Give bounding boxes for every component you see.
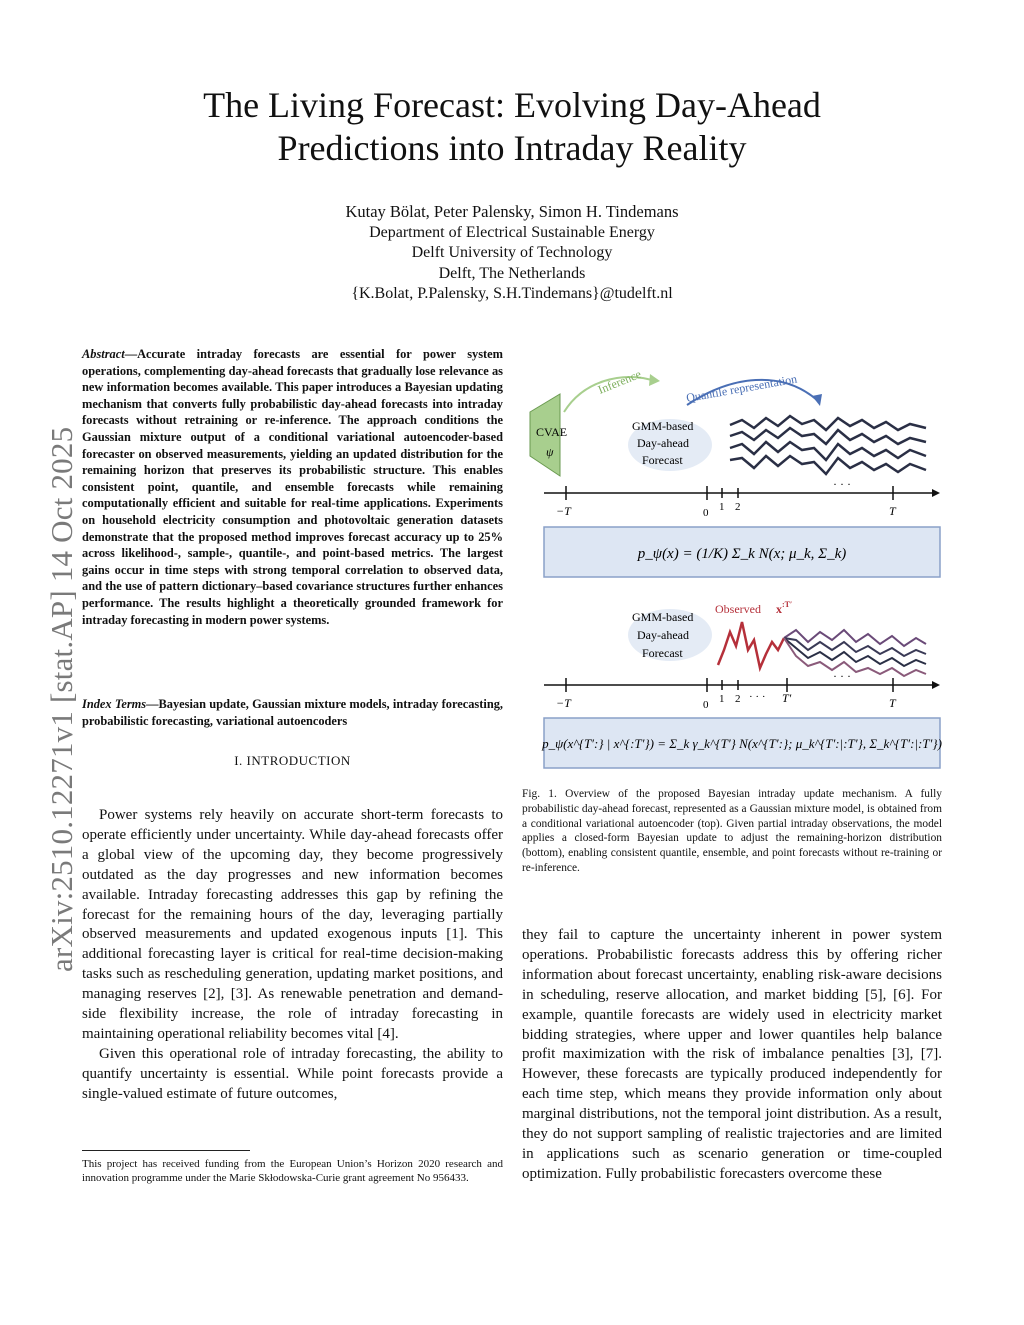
intro-paragraph-2: Given this operational role of intraday forecasting, the ability to quantify uncertainty is essential. While point forecasts provide a single-valued estimate of future outcomes, bbox=[82, 1045, 503, 1102]
label-negT-top: −T bbox=[556, 504, 571, 518]
observed-var: $x^{:T'}$ bbox=[776, 600, 793, 616]
abstract bbox=[82, 346, 503, 628]
label-T-bottom: T bbox=[889, 696, 896, 710]
quantile-line bbox=[730, 442, 926, 460]
intro-left-column bbox=[82, 806, 503, 1105]
footnote-divider bbox=[82, 1150, 250, 1151]
index-label: Index Terms bbox=[82, 697, 147, 711]
title-line-2: Predictions into Intraday Reality bbox=[277, 128, 747, 168]
dots-bottom-right: · · · bbox=[833, 669, 851, 683]
quantile-line bbox=[730, 416, 926, 430]
gmm-top-line1: GMM-based bbox=[632, 419, 694, 433]
intro-right-paragraph: they fail to capture the uncertainty inherent in power system operations. Probabilistic forecasts address this by offering richer information about forecast uncertainty, enabling risk-aware decisions in scheduling, reserve allocation, and market bidding [5], [6]. For example, quantile forecasts are widely used in electricity market bidding strategies, where upper and lower quantiles help balance profit maximization with the risk of imbalance penalties [3], [7]. However, these forecasts are typically produced independently for each time step, which means they provide information only about marginal distributions, not the temporal joint distribution. As a result, they do not support sampling of realistic trajectories and are limited in applications such as scenario generation or time-coupled optimization. Fully probabilistic forecasters overcome these bbox=[522, 927, 942, 1182]
figure-caption: Fig. 1. Overview of the proposed Bayesian intraday update mechanism. A fully probabilistic day-ahead forecast, represented as a Gaussian mixture model, is obtained from a conditional variational autoencoder (top). Given partial intraday observations, the model applies a closed-form Bayesian update to adjust the remaining-horizon distribution (bottom), enabling consistent quantile, ensemble, and point forecasts without re-training or re-inference. bbox=[522, 788, 942, 874]
label-2-top: 2 bbox=[735, 501, 741, 513]
footnote: This project has received funding from the European Union’s Horizon 2020 research and innovation programme under the Marie Skłodowska-Curie grant agreement No 956433. bbox=[82, 1158, 503, 1184]
label-0-bottom: 0 bbox=[703, 699, 709, 711]
author-dept: Department of Electrical Sustainable Energy bbox=[369, 223, 655, 241]
abstract-body: —Accurate intraday forecasts are essential for power system operations, complementing day-ahead forecasts that gradually lose relevance as new information becomes available. This paper introduces a Bayesian updating mechanism that converts fully probabilistic day-ahead forecasts into intraday forecasts without retraining or re-inference. The approach conditions the Gaussian mixture output of a conditional variational autoencoder-based forecaster on observed measurements, yielding an updated distribution for the remaining horizon that preserves its probabilistic structure. This enables consistent point, quantile, and ensemble forecasts while remaining computationally efficient and suitable for real-time applications. Experiments on household electricity consumption and photovoltaic generation datasets demonstrate that the proposed method improves forecast accuracy up to 25% across likelihood-, sample-, quantile-, and point-based metrics. The largest gains occur in time steps with strong temporal correlation to observed data, and the use of pattern dictionary–based covariance structures further enhances performance. The results highlight a theoretically grounded framework for intraday forecasting in modern power systems. bbox=[82, 347, 503, 627]
section-heading: I. INTRODUCTION bbox=[234, 753, 351, 768]
inference-arrowhead bbox=[649, 374, 660, 386]
label-2-bottom: 2 bbox=[735, 693, 741, 705]
label-1-top: 1 bbox=[719, 501, 725, 513]
arxiv-id: arXiv:2510.12271v1 [stat.AP] 14 Oct 2025 bbox=[44, 426, 79, 972]
inference-label: Inference bbox=[595, 366, 644, 397]
observed-label: Observed bbox=[715, 602, 761, 616]
gmm-bottom-line3: Forecast bbox=[642, 646, 683, 660]
author-block bbox=[180, 202, 844, 305]
label-T-top: T bbox=[889, 504, 896, 518]
label-negT-bottom: −T bbox=[556, 696, 571, 710]
title-line-1: The Living Forecast: Evolving Day-Ahead bbox=[203, 85, 821, 125]
figure-1 bbox=[522, 350, 946, 775]
dots-top: · · · bbox=[833, 477, 851, 491]
author-univ: Delft University of Technology bbox=[411, 244, 613, 261]
timeline-bottom-arrow bbox=[932, 681, 940, 689]
abstract-label: Abstract bbox=[82, 347, 125, 361]
gmm-bottom-line1: GMM-based bbox=[632, 610, 694, 624]
index-body: —Bayesian update, Gaussian mixture models, intraday forecasting, probabilistic forecasting, variational autoencoders bbox=[82, 697, 504, 728]
intro-right-column bbox=[522, 926, 942, 1185]
observed-line bbox=[718, 622, 784, 668]
cvae-label: CVAE bbox=[536, 425, 568, 439]
equation-top: p_ψ(x) = (1/K) Σ_k N(x; μ_k, Σ_k) bbox=[637, 546, 847, 562]
intro-paragraph-1: Power systems rely heavily on accurate short-term forecasts to operate efficiently under uncertainty. While day-ahead forecasts offer a global view of the upcoming day, they become progressively outdated as the day progresses and new information becomes available. Intraday forecasting addresses this gap by refining the forecast for the remaining hours of the day, leveraging partially observed measurements and updated exogenous inputs [1]. This additional forecasting layer is critical for real-time decision-making tasks such as rescheduling generation, updating market positions, and managing reserves [2], [3]. As renewable penetration and demand-side flexibility increase, the role of intraday forecasting in maintaining operational reliability becomes vital [4]. bbox=[82, 807, 503, 1042]
timeline-top-arrow bbox=[932, 489, 940, 497]
figure-svg bbox=[522, 350, 946, 775]
index-terms bbox=[82, 696, 503, 729]
author-location: Delft, The Netherlands bbox=[438, 264, 586, 282]
dots-bottom-left: · · · bbox=[749, 691, 766, 703]
arxiv-watermark bbox=[20, 352, 79, 972]
gmm-top-line2: Day-ahead bbox=[637, 436, 689, 450]
label-0-top: 0 bbox=[703, 507, 709, 519]
author-names: Kutay Bölat, Peter Palensky, Simon H. Tindemans bbox=[345, 202, 679, 221]
label-1-bottom: 1 bbox=[719, 693, 725, 705]
gmm-bottom-line2: Day-ahead bbox=[637, 628, 689, 642]
author-emails: {K.Bolat, P.Palensky, S.H.Tindemans}@tudelft.nl bbox=[351, 285, 673, 302]
quantile-label: Quantile representation bbox=[685, 371, 799, 405]
equation-bottom: p_ψ(x^{T′:} | x^{:T′}) = Σ_k γ_k^{T′} N(x^{T′:}; μ_k^{T′:|:T′}, Σ_k^{T′:|:T′}) bbox=[542, 736, 942, 751]
label-Tp-bottom: T′ bbox=[782, 691, 792, 705]
quantile-arrowhead bbox=[812, 394, 822, 406]
conditioned-line bbox=[784, 630, 926, 646]
gmm-top-line3: Forecast bbox=[642, 453, 683, 467]
quantile-lines-top bbox=[730, 416, 926, 474]
cvae-psi: ψ bbox=[546, 445, 554, 459]
paper-title bbox=[100, 84, 924, 170]
quantile-lines-bottom bbox=[784, 630, 926, 676]
